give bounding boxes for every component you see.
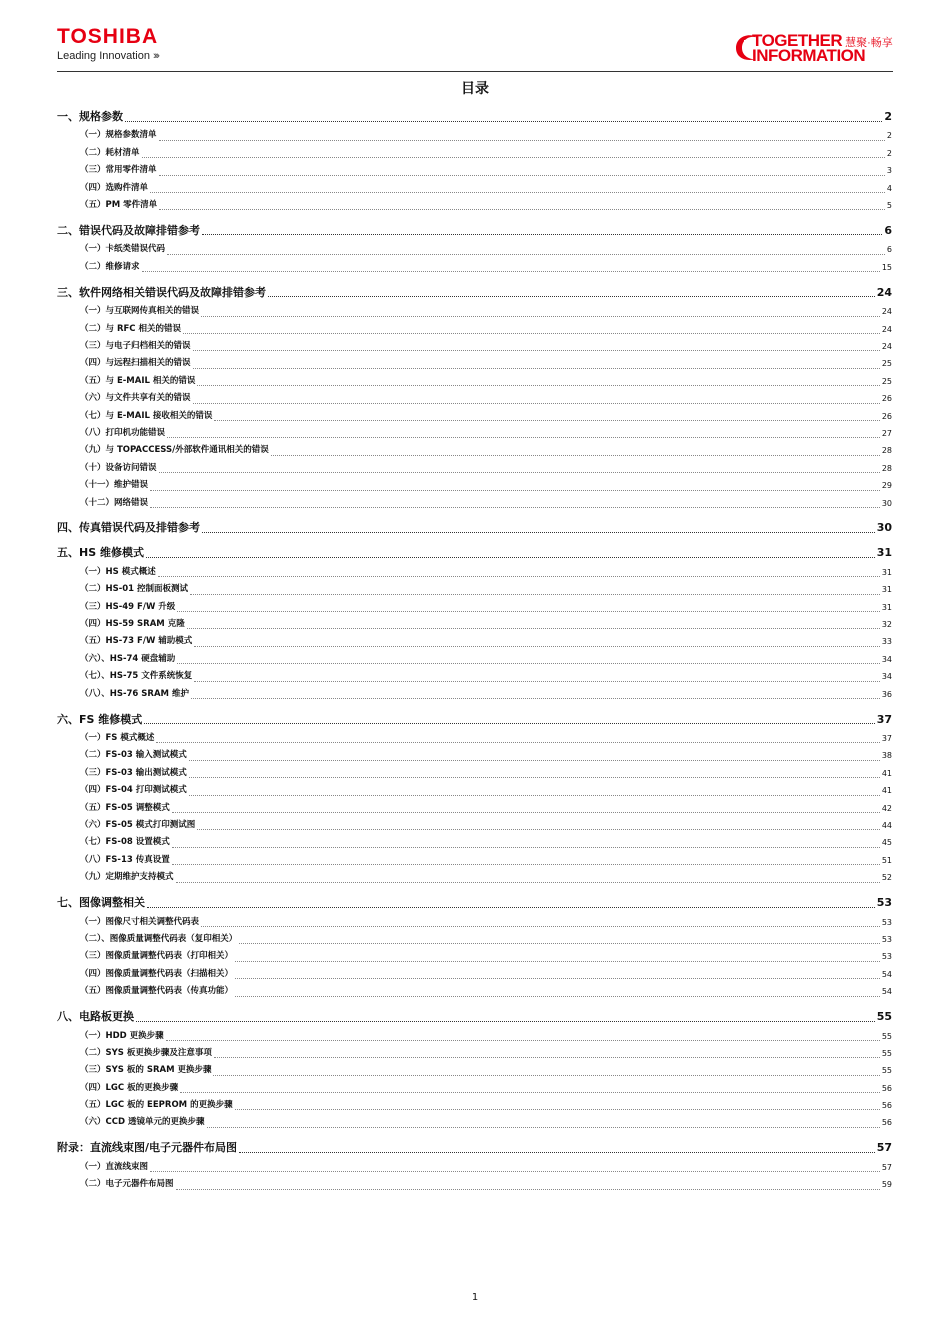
toc-subsection-page-number[interactable]: 5: [886, 201, 892, 211]
dot-leader: [136, 1021, 875, 1022]
dot-leader: [189, 795, 880, 796]
dot-leader: [172, 812, 880, 813]
toc-subsection-label[interactable]: （二）耗材清单: [80, 147, 140, 158]
dot-leader: [202, 532, 875, 533]
toc-subsection-entry[interactable]: [57, 408, 892, 425]
page-header: [0, 0, 950, 80]
toc-subsection-entry[interactable]: [57, 765, 892, 782]
dot-leader: [271, 455, 880, 456]
toc-section-label[interactable]: 四、传真错误代码及排错参考: [57, 521, 200, 535]
toc-subsection-entry[interactable]: [57, 931, 892, 948]
toc-subsection-entry[interactable]: [57, 180, 892, 197]
toc-subsection-label[interactable]: （三）图像质量调整代码表（打印相关）: [80, 951, 234, 962]
dot-leader: [268, 296, 875, 297]
toc-subsection-page-number[interactable]: 26: [881, 394, 892, 404]
dot-leader: [180, 1092, 880, 1093]
toc-subsection-label[interactable]: （三）FS-03 输出测试模式: [80, 767, 187, 778]
dot-leader: [201, 316, 880, 317]
toc-subsection-page-number[interactable]: 31: [881, 567, 892, 577]
dot-leader: [158, 576, 880, 577]
toc-subsection-page-number[interactable]: 36: [881, 689, 892, 699]
toc-subsection-label[interactable]: （三）常用零件清单: [80, 165, 157, 176]
toc-section-page-number[interactable]: 31: [876, 546, 892, 560]
dot-leader: [201, 926, 880, 927]
toc-subsection-entry[interactable]: [57, 303, 892, 320]
toc-subsection-page-number[interactable]: 53: [881, 952, 892, 962]
toc-subsection-entry[interactable]: [57, 128, 892, 145]
toc-subsection-label[interactable]: （五）LGC 板的 EEPROM 的更换步骤: [80, 1100, 233, 1111]
toc-subsection-entry[interactable]: [57, 651, 892, 668]
dot-leader: [167, 254, 885, 255]
toc-subsection-label[interactable]: （二）与 RFC 相关的错误: [80, 323, 182, 334]
toc-subsection-label[interactable]: （五）图像质量调整代码表（传真功能）: [80, 986, 234, 997]
toc-subsection-label[interactable]: （十二）网络错误: [80, 497, 149, 508]
toc-subsection-label[interactable]: （四）HS-59 SRAM 克隆: [80, 619, 185, 630]
toc-section-label[interactable]: 五、HS 维修模式: [57, 546, 144, 560]
toc-subsection-entry[interactable]: [57, 747, 892, 764]
logo-word-information: INFORMATION: [752, 46, 866, 65]
toc-subsection-label[interactable]: （三）SYS 板的 SRAM 更换步骤: [80, 1065, 212, 1076]
dot-leader: [150, 1171, 880, 1172]
dot-leader: [159, 209, 885, 210]
toc-subsection-entry[interactable]: [57, 852, 892, 869]
dot-leader: [125, 121, 882, 122]
toc-subsection-label[interactable]: （二）维修请求: [80, 261, 140, 272]
page-number: 1: [471, 1292, 479, 1303]
toc-subsection-entry[interactable]: [57, 373, 892, 390]
toc-subsection-entry[interactable]: [57, 966, 892, 983]
toc-subsection-entry[interactable]: [57, 1045, 892, 1062]
toc-subsection-page-number[interactable]: 54: [881, 969, 892, 979]
toc-subsection-page-number[interactable]: 4: [886, 183, 892, 193]
toc-subsection-entry[interactable]: [57, 948, 892, 965]
dot-leader: [213, 1075, 879, 1076]
toc-subsection-page-number[interactable]: 28: [881, 463, 892, 473]
dot-leader: [177, 611, 880, 612]
toc-subsection-page-number[interactable]: 25: [881, 359, 892, 369]
toc-subsection-entry[interactable]: [57, 460, 892, 477]
toc-subsection-page-number[interactable]: 53: [881, 917, 892, 927]
toc-subsection-label[interactable]: （三）HS-49 F/W 升级: [80, 601, 176, 612]
dot-leader: [183, 333, 880, 334]
toc-subsection-page-number[interactable]: 26: [881, 411, 892, 421]
toc-subsection-entry[interactable]: [57, 259, 892, 276]
toc-section-page-number[interactable]: 6: [884, 223, 892, 237]
toc-subsection-page-number[interactable]: 27: [881, 428, 892, 438]
toc-subsection-label[interactable]: （十一）维护错误: [80, 480, 149, 491]
toc-subsection-entry[interactable]: [57, 1028, 892, 1045]
toc-subsection-page-number[interactable]: 41: [881, 768, 892, 778]
toc-section-label[interactable]: 八、电路板更换: [57, 1010, 134, 1024]
header-divider: [57, 71, 893, 72]
toc-subsection-page-number[interactable]: 55: [881, 1031, 892, 1041]
toc-section-page-number[interactable]: 2: [884, 110, 892, 123]
toc-subsection-label[interactable]: （七）FS-08 设置模式: [80, 837, 170, 848]
toc-subsection-entry[interactable]: [57, 241, 892, 258]
brand-tagline-row: [57, 50, 158, 63]
toc-subsection-label[interactable]: （七）、HS-75 文件系统恢复: [80, 671, 193, 682]
toc-subsection-page-number[interactable]: 44: [881, 820, 892, 830]
toc-subsection-label[interactable]: （六）CCD 透镜单元的更换步骤: [80, 1117, 205, 1128]
dot-leader: [194, 681, 880, 682]
dot-leader: [142, 157, 885, 158]
dot-leader: [159, 175, 885, 176]
dot-leader: [189, 777, 880, 778]
dot-leader: [167, 437, 880, 438]
toc-section-entry[interactable]: [57, 1008, 892, 1026]
dot-leader: [172, 864, 880, 865]
toc-subsection-page-number[interactable]: 2: [886, 148, 892, 158]
dot-leader: [159, 140, 885, 141]
toc-subsection-label[interactable]: （八）打印机功能错误: [80, 427, 166, 438]
toc-subsection-label[interactable]: （四）FS-04 打印测试模式: [80, 785, 187, 796]
toc-subsection-label[interactable]: （一）图像尺寸相关调整代码表: [80, 916, 200, 927]
toc-section-label[interactable]: 三、软件网络相关错误代码及故障排错参考: [57, 285, 266, 299]
toc-subsection-label[interactable]: （二）电子元器件布局图: [80, 1179, 174, 1190]
toc-subsection-entry[interactable]: [57, 390, 892, 407]
toc-subsection-label[interactable]: （四）LGC 板的更换步骤: [80, 1082, 179, 1093]
toc-section-label[interactable]: 六、FS 维修模式: [57, 712, 143, 726]
toc-section-entry[interactable]: [57, 1139, 892, 1157]
dot-leader: [189, 760, 880, 761]
dot-leader: [193, 368, 880, 369]
toc-subsection-label[interactable]: （三）与电子归档相关的错误: [80, 341, 191, 351]
toc-subsection-label[interactable]: （二）FS-03 输入测试模式: [80, 750, 187, 761]
toc-section-label[interactable]: 一、规格参数: [57, 110, 123, 123]
dot-leader: [144, 723, 874, 724]
toc-subsection-entry[interactable]: [57, 782, 892, 799]
toc-section-entry[interactable]: [57, 222, 892, 240]
toc-subsection-page-number[interactable]: 54: [881, 987, 892, 997]
toc-subsection-entry[interactable]: [57, 321, 892, 338]
toc-subsection-label[interactable]: （五）FS-05 调整模式: [80, 802, 170, 813]
toc-subsection-entry[interactable]: [57, 145, 892, 162]
logo-word-together: TOGETHER: [752, 31, 843, 50]
toc-subsection-entry[interactable]: [57, 1062, 892, 1079]
toc-subsection-entry[interactable]: [57, 914, 892, 931]
dot-leader: [146, 557, 875, 558]
toc-subsection-page-number[interactable]: 33: [881, 637, 892, 647]
toc-subsection-page-number[interactable]: 15: [881, 262, 892, 272]
chevrons-icon: ›››: [152, 50, 158, 62]
toc-subsection-page-number[interactable]: 2: [886, 131, 892, 141]
toc-subsection-page-number[interactable]: 34: [881, 672, 892, 682]
dot-leader: [239, 1152, 875, 1153]
toc-subsection-label[interactable]: （五）PM 零件清单: [80, 200, 158, 211]
toc-section-entry[interactable]: [57, 711, 892, 729]
toc-subsection-page-number[interactable]: 24: [881, 324, 892, 334]
toc-subsection-page-number[interactable]: 56: [881, 1118, 892, 1128]
toc-subsection-page-number[interactable]: 59: [881, 1180, 892, 1190]
toc-subsection-label[interactable]: （二）SYS 板更换步骤及注意事项: [80, 1047, 212, 1058]
toc-subsection-page-number[interactable]: 30: [881, 498, 892, 508]
toc-section-entry[interactable]: [57, 284, 892, 302]
toc-subsection-label[interactable]: （八）FS-13 传真设置: [80, 854, 170, 865]
toc-subsection-entry[interactable]: [57, 834, 892, 851]
toc-subsection-label[interactable]: （一）规格参数清单: [80, 130, 157, 141]
toc-subsection-entry[interactable]: [57, 564, 892, 581]
toc-section-page-number[interactable]: 24: [876, 285, 892, 299]
toc-subsection-entry[interactable]: [57, 442, 892, 459]
toc-subsection-entry[interactable]: [57, 162, 892, 179]
toc-subsection-page-number[interactable]: 3: [886, 166, 892, 176]
toc-subsection-page-number[interactable]: 53: [881, 934, 892, 944]
toc-subsection-label[interactable]: （九）定期维护支持模式: [80, 872, 174, 883]
toc-subsection-label[interactable]: （五）HS-73 F/W 辅助模式: [80, 636, 193, 647]
toc-subsection-page-number[interactable]: 24: [881, 307, 892, 317]
dot-leader: [177, 663, 880, 664]
toc-subsection-entry[interactable]: [57, 730, 892, 747]
toc-subsection-page-number[interactable]: 55: [881, 1066, 892, 1076]
toc-subsection-entry[interactable]: [57, 633, 892, 650]
toc-subsection-label[interactable]: （一）HS 模式概述: [80, 566, 156, 577]
dot-leader: [214, 420, 879, 421]
toc-subsection-label[interactable]: （四）选购件清单: [80, 182, 149, 193]
dot-leader: [235, 1109, 880, 1110]
brand-name: TOSHIBA: [57, 25, 159, 48]
dot-leader: [176, 882, 880, 883]
dot-leader: [191, 698, 880, 699]
toc-subsection-label[interactable]: （十）设备访问错误: [80, 462, 157, 473]
toc-title: 目录: [461, 81, 489, 97]
toc-subsection-entry[interactable]: [57, 869, 892, 886]
toc-subsection-page-number[interactable]: 29: [881, 481, 892, 491]
toc-subsection-page-number[interactable]: 42: [881, 803, 892, 813]
toc-subsection-entry[interactable]: [57, 1097, 892, 1114]
toc-section-page-number[interactable]: 55: [876, 1010, 892, 1024]
dot-leader: [197, 385, 879, 386]
toc-subsection-label[interactable]: （六）FS-05 模式打印测试图: [80, 819, 196, 830]
toc-section-page-number[interactable]: 37: [876, 712, 892, 726]
dot-leader: [172, 847, 880, 848]
dot-leader: [142, 271, 880, 272]
toc-subsection-label[interactable]: （六）与文件共享有关的错误: [80, 393, 191, 404]
toc-subsection-label[interactable]: （一）FS 模式概述: [80, 733, 155, 744]
toc-subsection-entry[interactable]: [57, 355, 892, 372]
toc-section-page-number[interactable]: 57: [876, 1141, 892, 1155]
toc-subsection-entry[interactable]: [57, 668, 892, 685]
toc-subsection-entry[interactable]: [57, 983, 892, 1000]
toc-subsection-label[interactable]: （四）与远程扫描相关的错误: [80, 358, 191, 369]
toc-section-page-number[interactable]: 53: [876, 896, 892, 910]
toc-subsection-page-number[interactable]: 51: [881, 855, 892, 865]
toc-subsection-entry[interactable]: [57, 1114, 892, 1131]
toc-subsection-page-number[interactable]: 56: [881, 1101, 892, 1111]
dot-leader: [194, 646, 880, 647]
toc-subsection-label[interactable]: （四）图像质量调整代码表（扫描相关）: [80, 968, 234, 979]
toc-subsection-label[interactable]: （二）HS-01 控制面板测试: [80, 584, 189, 595]
dot-leader: [147, 907, 875, 908]
toc-subsection-entry[interactable]: [57, 495, 892, 512]
dot-leader: [176, 1189, 880, 1190]
toc-section-label[interactable]: 七、图像调整相关: [57, 896, 145, 910]
toc-section-label[interactable]: 二、错误代码及故障排错参考: [57, 223, 200, 237]
toc-section-entry[interactable]: [57, 544, 892, 562]
toc-section-page-number[interactable]: 30: [876, 521, 892, 535]
toc-subsection-page-number[interactable]: 25: [881, 376, 892, 386]
toc-subsection-page-number[interactable]: 56: [881, 1083, 892, 1093]
toc-subsection-entry[interactable]: [57, 338, 892, 355]
toc-subsection-entry[interactable]: [57, 477, 892, 494]
toc-subsection-page-number[interactable]: 34: [881, 654, 892, 664]
dot-leader: [214, 1057, 880, 1058]
dot-leader: [193, 350, 880, 351]
toc-subsection-page-number[interactable]: 55: [881, 1048, 892, 1058]
toc-section-label[interactable]: 附录：直流线束图/电子元器件布局图: [57, 1141, 238, 1155]
table-of-contents: [57, 108, 892, 1194]
toc-subsection-label[interactable]: （七）与 E-MAIL 接收相关的错误: [80, 410, 213, 421]
toc-subsection-entry[interactable]: [57, 1176, 892, 1193]
toc-subsection-page-number[interactable]: 6: [886, 245, 892, 255]
toc-subsection-page-number[interactable]: 32: [881, 620, 892, 630]
dot-leader: [207, 1127, 880, 1128]
toc-subsection-entry[interactable]: [57, 686, 892, 703]
toc-subsection-page-number[interactable]: 45: [881, 838, 892, 848]
toc-subsection-label[interactable]: （一）直流线束图: [80, 1161, 149, 1172]
toc-subsection-entry[interactable]: [57, 197, 892, 214]
toc-subsection-entry[interactable]: [57, 1080, 892, 1097]
dot-leader: [156, 742, 879, 743]
dot-leader: [150, 507, 880, 508]
logo-chinese-slogan: 慧聚·畅享: [845, 37, 893, 49]
dot-leader: [150, 490, 880, 491]
brand-tagline: Leading Innovation: [57, 50, 150, 62]
toc-subsection-page-number[interactable]: 57: [881, 1162, 892, 1172]
dot-leader: [193, 403, 880, 404]
dot-leader: [239, 943, 880, 944]
toc-subsection-page-number[interactable]: 24: [881, 342, 892, 351]
toc-subsection-entry[interactable]: [57, 817, 892, 834]
toc-subsection-page-number[interactable]: 37: [881, 734, 892, 744]
dot-leader: [202, 234, 882, 235]
toc-subsection-entry[interactable]: [57, 800, 892, 817]
dot-leader: [235, 996, 880, 997]
toc-subsection-label[interactable]: （六）、HS-74 硬盘辅助: [80, 653, 176, 664]
toc-section-entry[interactable]: [57, 894, 892, 912]
toc-subsection-page-number[interactable]: 41: [881, 786, 892, 796]
toc-subsection-label[interactable]: （二）、图像质量调整代码表（复印相关）: [80, 933, 238, 944]
dot-leader: [150, 192, 885, 193]
toc-subsection-page-number[interactable]: 31: [881, 602, 892, 612]
toc-section-entry[interactable]: [57, 108, 892, 126]
toc-subsection-entry[interactable]: [57, 425, 892, 442]
toc-subsection-page-number[interactable]: 28: [881, 446, 892, 456]
toc-subsection-label[interactable]: （一）HDD 更换步骤: [80, 1030, 164, 1041]
toc-subsection-page-number[interactable]: 52: [881, 873, 892, 883]
toc-subsection-page-number[interactable]: 38: [881, 751, 892, 761]
toc-subsection-entry[interactable]: [57, 581, 892, 598]
toc-subsection-label[interactable]: （八）、HS-76 SRAM 维护: [80, 688, 189, 699]
toc-subsection-label[interactable]: （一）卡纸类错误代码: [80, 244, 166, 255]
dot-leader: [235, 961, 880, 962]
dot-leader: [197, 829, 880, 830]
toc-subsection-page-number[interactable]: 31: [881, 585, 892, 595]
toc-subsection-entry[interactable]: [57, 616, 892, 633]
dot-leader: [166, 1040, 880, 1041]
toc-subsection-label[interactable]: （一）与互联网传真相关的错误: [80, 306, 200, 317]
toc-subsection-label[interactable]: （五）与 E-MAIL 相关的错误: [80, 375, 196, 386]
dot-leader: [159, 472, 880, 473]
dot-leader: [187, 628, 880, 629]
dot-leader: [190, 594, 880, 595]
toshiba-brand: [57, 26, 158, 63]
together-information-logo: [730, 26, 893, 66]
toc-subsection-label[interactable]: （九）与 TOPACCESS/外部软件通讯相关的错误: [80, 445, 269, 456]
dot-leader: [235, 978, 880, 979]
toc-subsection-entry[interactable]: [57, 1159, 892, 1176]
toc-section-entry[interactable]: [57, 519, 892, 537]
toc-subsection-entry[interactable]: [57, 599, 892, 616]
